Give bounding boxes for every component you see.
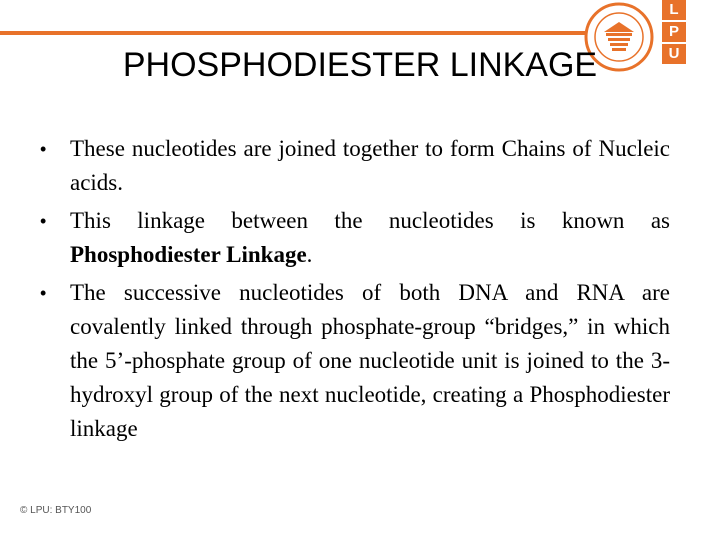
bullet-text: These nucleotides are joined together to form Chains of Nucleic acids. [70,136,670,195]
bullet-icon: • [40,211,47,231]
bullet-text-end: . [306,242,313,267]
footer-copyright: © LPU: BTY100 [20,505,92,516]
bullet-icon: • [40,139,47,159]
bullet-list [40,132,670,450]
logo-letter-l: L [662,0,686,20]
bullet-item-3 [40,276,670,446]
logo-letter-u: U [662,44,686,64]
bullet-text: This linkage between the nucleotides is known as [70,208,670,233]
bullet-text: The successive nucleotides of both DNA and RNA are covalently linked through phosphate-group “bridges,” in which the 5’-phosphate group of one nucleotide unit is joined to the 3-hydroxyl group of the next nucleotide, creating a Phosphodiester linkage [70,280,670,441]
bullet-icon: • [40,283,47,303]
bullet-item-1 [40,132,670,200]
header-rule [0,31,600,35]
logo-letter-p: P [662,22,686,42]
bullet-item-2 [40,204,670,272]
bullet-bold-term: Phosphodiester Linkage [70,242,307,267]
slide-title: PHOSPHODIESTER LINKAGE [122,46,598,84]
